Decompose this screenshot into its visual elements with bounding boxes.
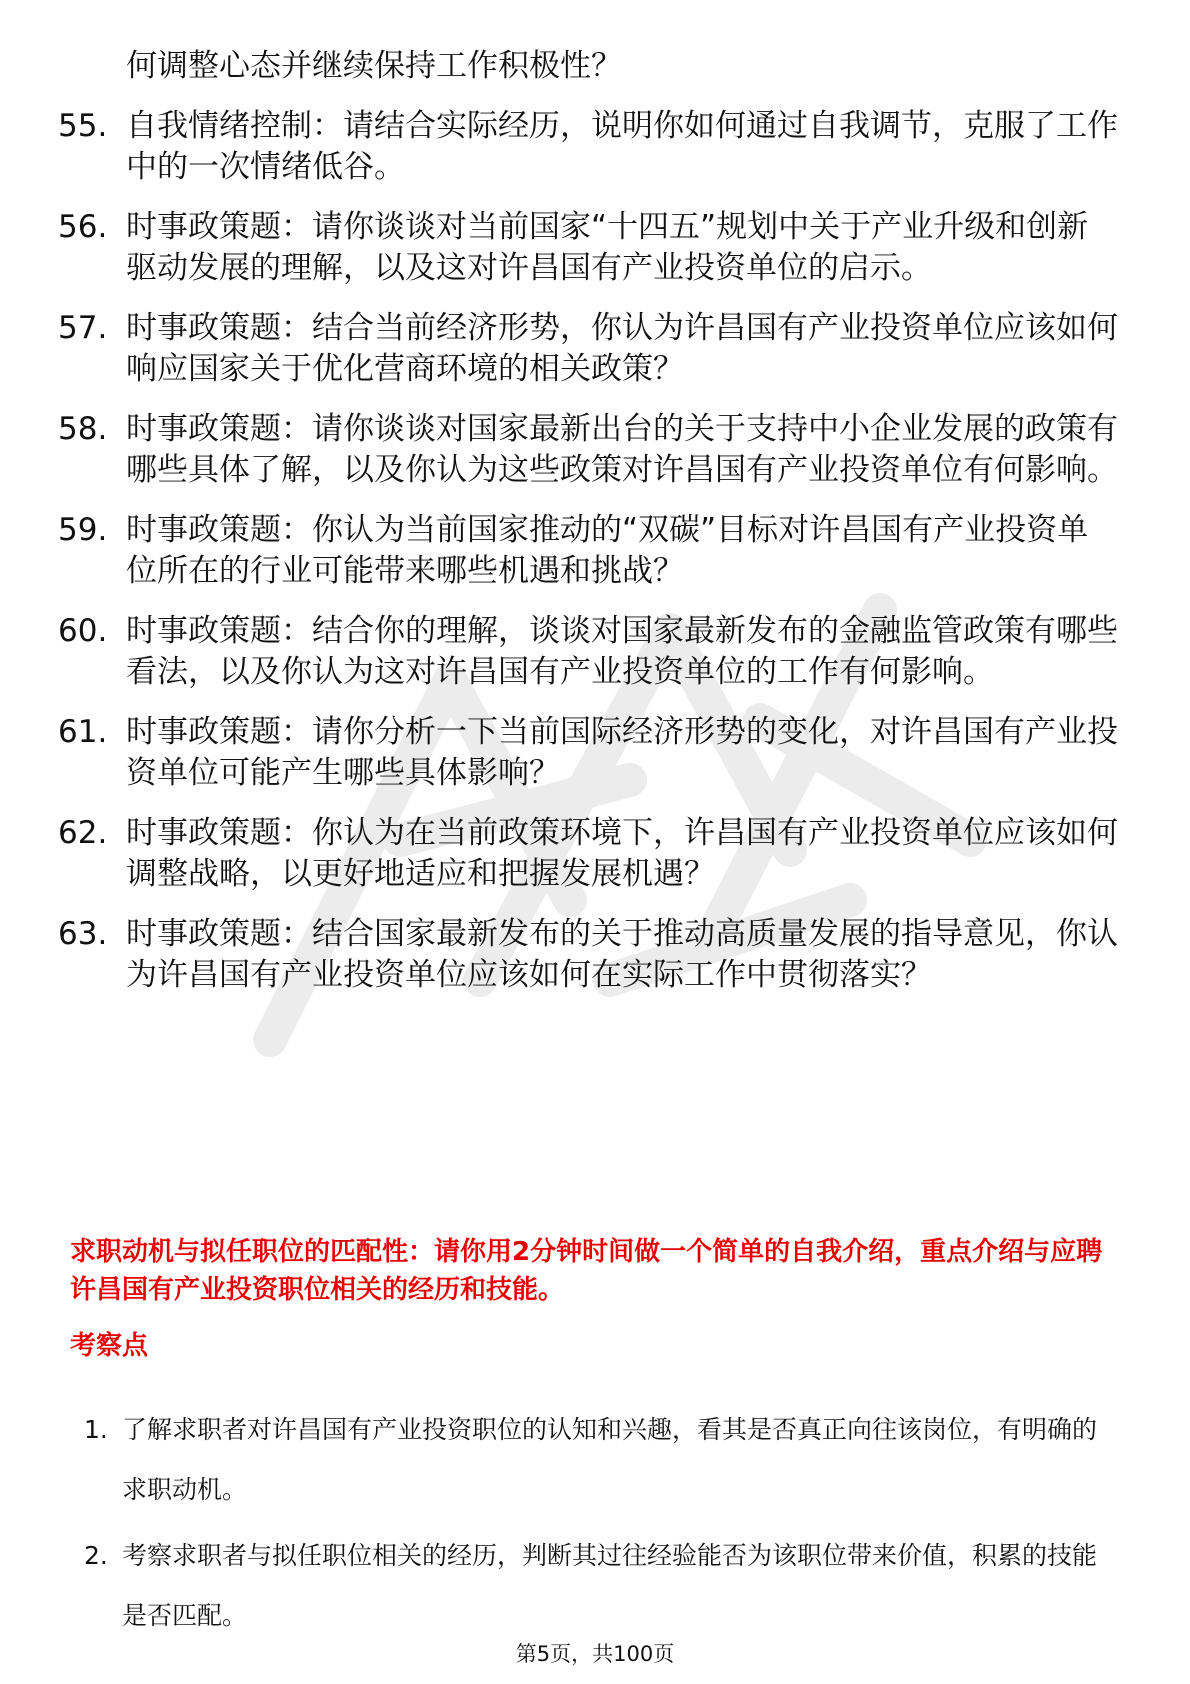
question-text: 时事政策题：请你分析一下当前国际经济形势的变化，对许昌国有产业投资单位可能产生哪些具体影响？ [126,714,1118,791]
question-item [58,712,1118,794]
question-text: 时事政策题：你认为当前国家推动的“双碳”目标对许昌国有产业投资单位所在的行业可能带来哪些机遇和挑战？ [126,512,1089,589]
question-number: 58. [58,411,108,447]
question-number: 55. [58,108,108,144]
section-title: 求职动机与拟任职位的匹配性：请你用2分钟时间做一个简单的自我介绍，重点介绍与应聘许昌国有产业投资职位相关的经历和技能。 [70,1237,1103,1305]
question-item [58,813,1118,895]
question-number: 59. [58,512,108,548]
section-subheading: 考察点 [70,1331,149,1361]
question-number: 63. [58,916,108,952]
question-text: 时事政策题：结合你的理解，谈谈对国家最新发布的金融监管政策有哪些看法，以及你认为这对许昌国有产业投资单位的工作有何影响。 [126,613,1118,690]
question-text: 时事政策题：你认为在当前政策环境下，许昌国有产业投资单位应该如何调整战略，以更好地适应和把握发展机遇？ [126,815,1118,892]
question-continuation [58,46,1118,87]
question-item [58,106,1118,188]
question-continuation-text: 何调整心态并继续保持工作积极性？ [126,48,622,84]
question-text: 时事政策题：请你谈谈对当前国家“十四五”规划中关于产业升级和创新驱动发展的理解，以及这对许昌国有产业投资单位的启示。 [126,209,1089,286]
question-text: 时事政策题：结合国家最新发布的关于推动高质量发展的指导意见，你认为许昌国有产业投资单位应该如何在实际工作中贯彻落实？ [126,916,1118,993]
page-footer: 第5页，共100页 [515,1642,675,1666]
question-item [58,207,1118,289]
question-number: 60. [58,613,108,649]
question-number: 56. [58,209,108,245]
question-text: 时事政策题：结合当前经济形势，你认为许昌国有产业投资单位应该如何响应国家关于优化营商环境的相关政策？ [126,310,1118,387]
assessment-point-number: 2. [84,1541,108,1570]
question-list [58,46,1118,1015]
assessment-points-list [78,1400,1118,1652]
question-number: 61. [58,714,108,750]
assessment-point-text: 考察求职者与拟任职位相关的经历，判断其过往经验能否为该职位带来价值，积累的技能是否匹配。 [122,1541,1098,1630]
assessment-point [78,1400,1118,1520]
question-text: 时事政策题：请你谈谈对国家最新出台的关于支持中小企业发展的政策有哪些具体了解，以及你认为这些政策对许昌国有产业投资单位有何影响。 [126,411,1118,488]
assessment-point [78,1526,1118,1646]
question-item [58,510,1118,592]
assessment-point-text: 了解求职者对许昌国有产业投资职位的认知和兴趣，看其是否真正向往该岗位，有明确的求职动机。 [122,1415,1098,1504]
question-item [58,914,1118,996]
question-item [58,409,1118,491]
question-text: 自我情绪控制：请结合实际经历，说明你如何通过自我调节，克服了工作中的一次情绪低谷。 [126,108,1118,185]
assessment-point-number: 1. [84,1415,108,1444]
question-number: 62. [58,815,108,851]
question-item [58,308,1118,390]
question-number: 57. [58,310,108,346]
question-item [58,611,1118,693]
